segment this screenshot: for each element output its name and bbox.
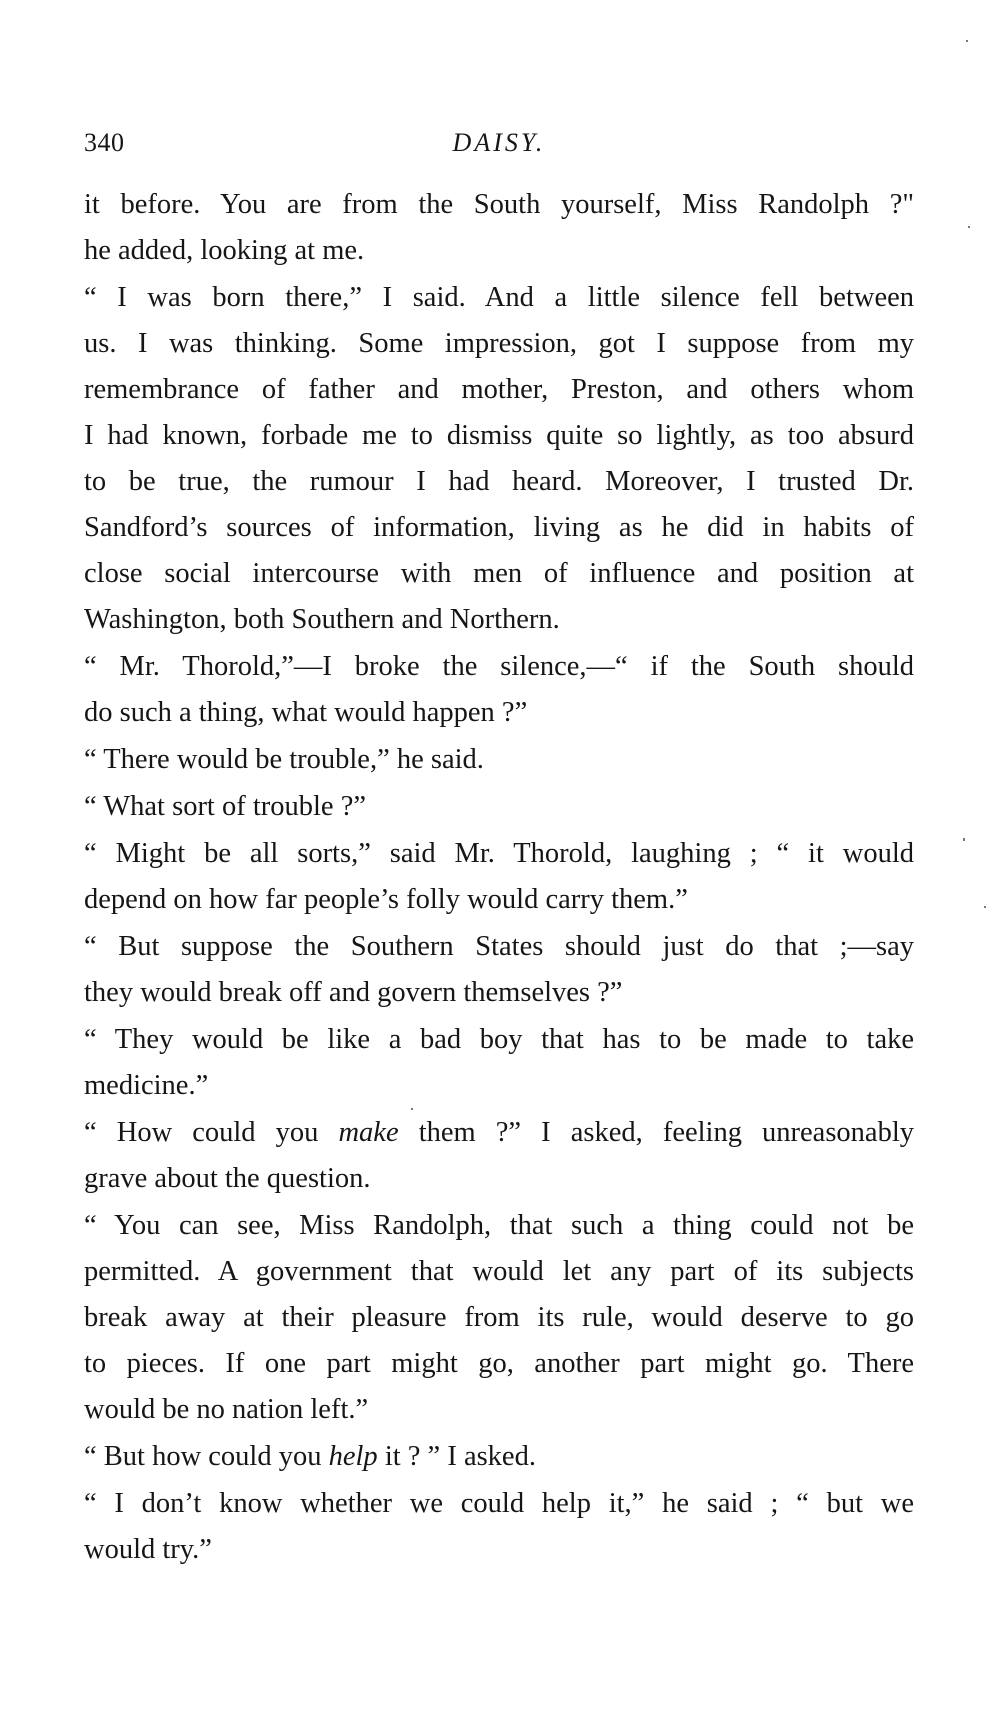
- paragraph: [84, 275, 914, 643]
- text-line: to pieces. If one part might go, another part might go. There: [84, 1348, 914, 1379]
- paragraph: [84, 737, 914, 783]
- paragraph: [84, 1481, 914, 1573]
- text-line: they would break off and govern themselves ?”: [84, 977, 623, 1008]
- scan-speck: [968, 226, 970, 228]
- text-line: “ What sort of trouble ?”: [84, 791, 366, 822]
- text-line: “ I don’t know whether we could help it,” he said ; “ but we: [84, 1488, 914, 1519]
- paragraph: [84, 1017, 914, 1109]
- scan-speck: [984, 906, 986, 908]
- text-line: [84, 1434, 914, 1480]
- text-line: depend on how far people’s folly would carry them.”: [84, 884, 688, 915]
- scan-speck: [411, 1108, 413, 1110]
- text-line: I had known, forbade me to dismiss quite so lightly, as too absurd: [84, 420, 914, 451]
- paragraph: [84, 784, 914, 830]
- paragraph: [84, 831, 914, 923]
- text-line: [84, 1110, 914, 1156]
- page-number: 340: [84, 128, 125, 157]
- body-text: [84, 182, 914, 1573]
- running-head: [84, 128, 914, 164]
- emphasis: help: [328, 1441, 378, 1472]
- paragraph: [84, 182, 914, 274]
- text-line: break away at their pleasure from its rule, would deserve to go: [84, 1302, 914, 1333]
- text-line: do such a thing, what would happen ?”: [84, 697, 528, 728]
- text-line: “ They would be like a bad boy that has to be made to take: [84, 1024, 914, 1055]
- text-segment: “ How could you: [84, 1117, 339, 1148]
- text-line: “ Might be all sorts,” said Mr. Thorold, laughing ; “ it would: [84, 838, 914, 869]
- paragraph: [84, 1434, 914, 1480]
- text-line: close social intercourse with men of influence and position at: [84, 558, 914, 589]
- paragraph: [84, 1203, 914, 1433]
- text-line: Washington, both Southern and Northern.: [84, 604, 560, 635]
- scan-speck: [963, 838, 965, 841]
- text-segment: “ But how could you: [84, 1441, 329, 1472]
- text-line: us. I was thinking. Some impression, got I suppose from my: [84, 328, 914, 359]
- text-line: Sandford’s sources of information, living as he did in habits of: [84, 512, 914, 543]
- text-line: it before. You are from the South yourself, Miss Randolph ?": [84, 189, 914, 220]
- text-line: “ But suppose the Southern States should just do that ;—say: [84, 931, 914, 962]
- text-line: “ There would be trouble,” he said.: [84, 744, 484, 775]
- paragraph: [84, 644, 914, 736]
- text-line: he added, looking at me.: [84, 235, 365, 266]
- text-line: “ I was born there,” I said. And a little silence fell between: [84, 282, 914, 313]
- scan-speck: [966, 40, 968, 42]
- paragraph: [84, 1110, 914, 1202]
- text-segment: them ?” I asked, feeling unreasonably: [398, 1117, 914, 1148]
- text-line: “ Mr. Thorold,”—I broke the silence,—“ if the South should: [84, 651, 914, 682]
- text-line: medicine.”: [84, 1070, 209, 1101]
- text-line: permitted. A government that would let any part of its subjects: [84, 1256, 914, 1287]
- paragraph: [84, 924, 914, 1016]
- running-title: DAISY.: [452, 128, 546, 157]
- emphasis: make: [338, 1117, 399, 1148]
- text-line: grave about the question.: [84, 1163, 371, 1194]
- text-line: would try.”: [84, 1534, 212, 1565]
- text-line: remembrance of father and mother, Preston, and others whom: [84, 374, 914, 405]
- text-line: to be true, the rumour I had heard. Moreover, I trusted Dr.: [84, 466, 914, 497]
- text-line: “ You can see, Miss Randolph, that such a thing could not be: [84, 1210, 914, 1241]
- text-line: would be no nation left.”: [84, 1394, 369, 1425]
- text-segment: it ? ” I asked.: [377, 1441, 536, 1472]
